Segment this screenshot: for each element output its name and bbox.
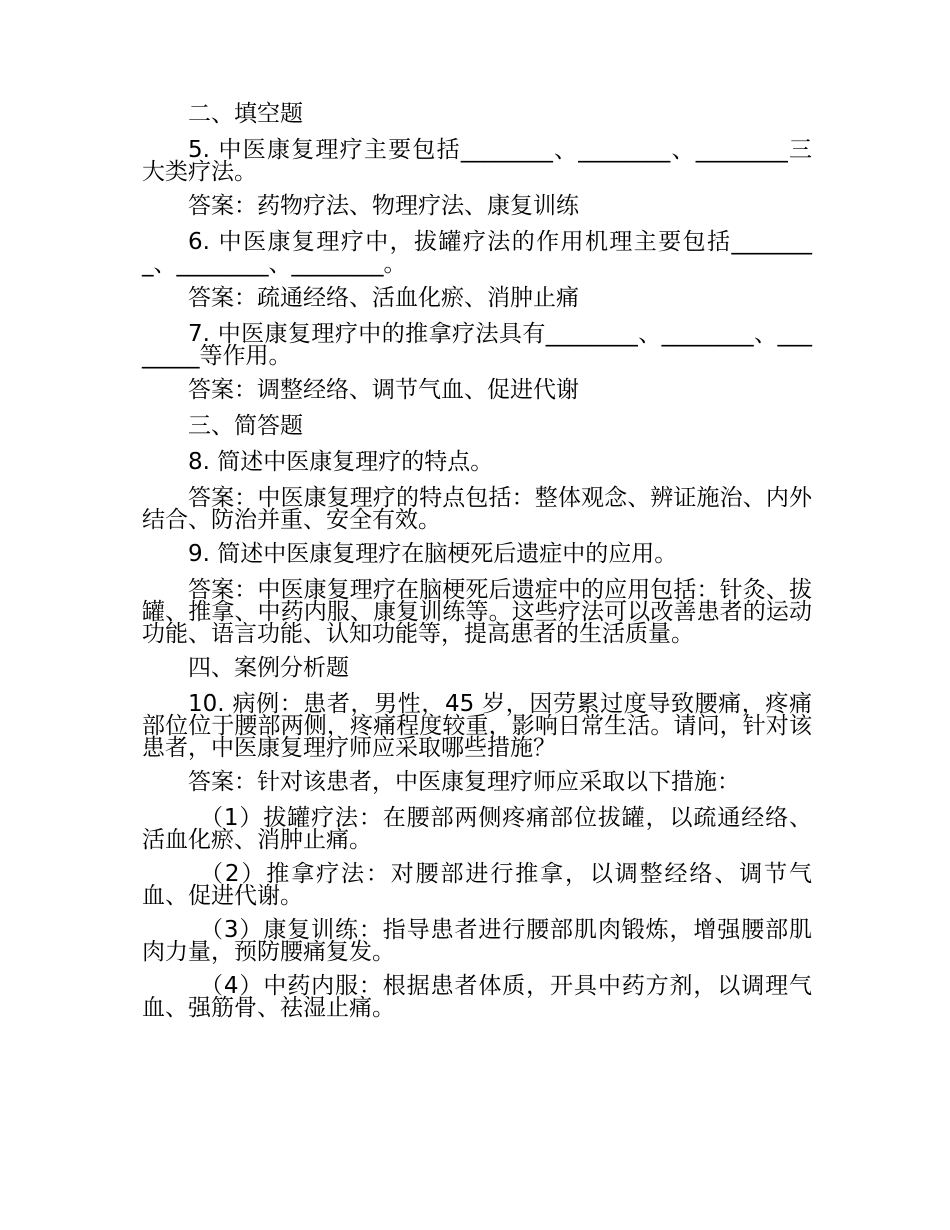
answer-5: 答案：药物疗法、物理疗法、康复训练 [188,193,579,219]
section-title-fill-in: 二、填空题 [188,101,303,127]
question-6: 6. 中医康复理疗中，拔罐疗法的作用机理主要包括________、________、________。 [142,229,812,277]
question-10: 10. 病例：患者，男性，45 岁，因劳累过度导致腰痛，疼痛部位位于腰部两侧，疼痛程度较重，影响日常生活。请问，针对该患者，中医康复理疗师应采取哪些措施？ [142,691,812,761]
measure-2: （2）推拿疗法：对腰部进行推拿，以调整经络、调节气血、促进代谢。 [142,861,812,909]
document-body [142,103,812,1019]
answer-8: 答案：中医康复理疗的特点包括：整体观念、辨证施治、内外结合、防治并重、安全有效。 [142,485,812,533]
answer-9: 答案：中医康复理疗在脑梗死后遗症中的应用包括：针灸、拔罐、推拿、中药内服、康复训练等。这些疗法可以改善患者的运动功能、语言功能、认知功能等，提高患者的生活质量。 [142,577,812,647]
section-title-case-analysis: 四、案例分析题 [188,655,349,681]
measure-4: （4）中药内服：根据患者体质，开具中药方剂，以调理气血、强筋骨、祛湿止痛。 [142,973,812,1021]
answer-6: 答案：疏通经络、活血化瘀、消肿止痛 [188,285,579,311]
measure-1: （1）拔罐疗法：在腰部两侧疼痛部位拔罐，以疏通经络、活血化瘀、消肿止痛。 [142,805,812,853]
question-7: 7. 中医康复理疗中的推拿疗法具有________、________、________等作用。 [142,321,812,369]
question-9: 9. 简述中医康复理疗在脑梗死后遗症中的应用。 [188,541,678,567]
answer-10: 答案：针对该患者，中医康复理疗师应采取以下措施： [188,769,740,795]
section-title-short-answer: 三、简答题 [188,413,303,439]
answer-7: 答案：调整经络、调节气血、促进代谢 [188,377,579,403]
question-5: 5. 中医康复理疗主要包括________、________、________三大类疗法。 [142,137,812,185]
question-8: 8. 简述中医康复理疗的特点。 [188,449,494,475]
measure-3: （3）康复训练：指导患者进行腰部肌肉锻炼，增强腰部肌肉力量，预防腰痛复发。 [142,917,812,965]
